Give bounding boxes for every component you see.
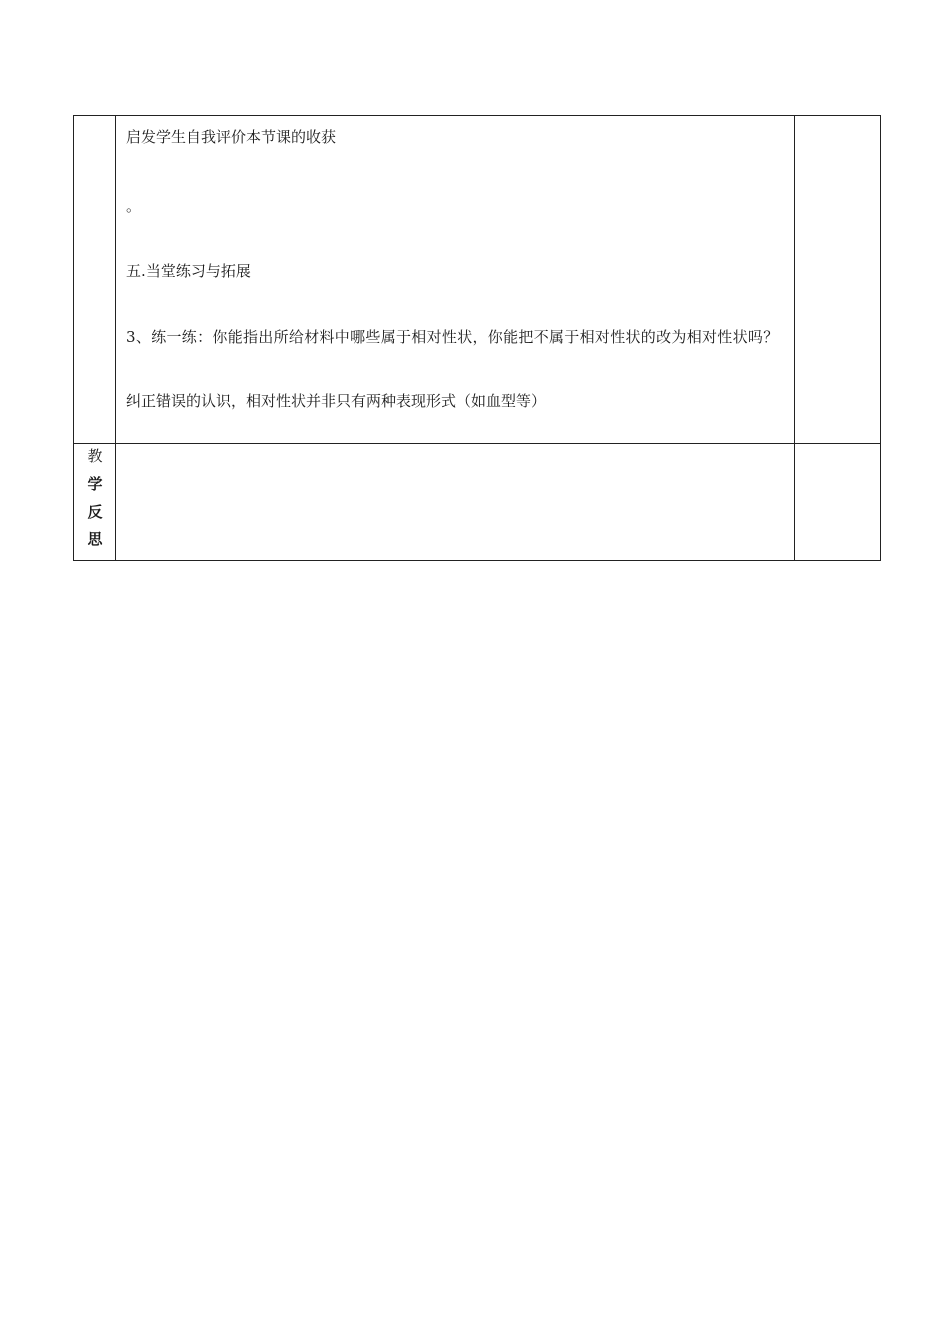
reflection-label-char: 教 bbox=[87, 447, 103, 465]
reflection-label-cell bbox=[74, 444, 116, 561]
exercise-question-text: 3、练一练：你能指出所给材料中哪些属于相对性状，你能把不属于相对性状的改为相对性状吗？ bbox=[126, 328, 779, 346]
reflection-row bbox=[74, 444, 881, 561]
right-empty-cell bbox=[794, 116, 880, 444]
lesson-content-row bbox=[74, 116, 881, 444]
section-heading: 五.当堂练习与拓展 bbox=[126, 262, 251, 280]
self-evaluation-text: 启发学生自我评价本节课的收获 bbox=[126, 128, 337, 146]
correction-note-text: 纠正错误的认识，相对性状并非只有两种表现形式（如血型等） bbox=[126, 392, 547, 410]
lesson-plan-table bbox=[73, 115, 881, 561]
reflection-content-cell bbox=[116, 444, 795, 561]
left-empty-cell bbox=[74, 116, 116, 444]
reflection-right-cell bbox=[794, 444, 880, 561]
lesson-content-cell bbox=[116, 116, 795, 444]
reflection-label-char: 学 bbox=[87, 475, 103, 493]
reflection-label-char: 思 bbox=[87, 530, 103, 548]
period-mark-text: 。 bbox=[126, 197, 142, 215]
reflection-label-char: 反 bbox=[87, 503, 103, 521]
